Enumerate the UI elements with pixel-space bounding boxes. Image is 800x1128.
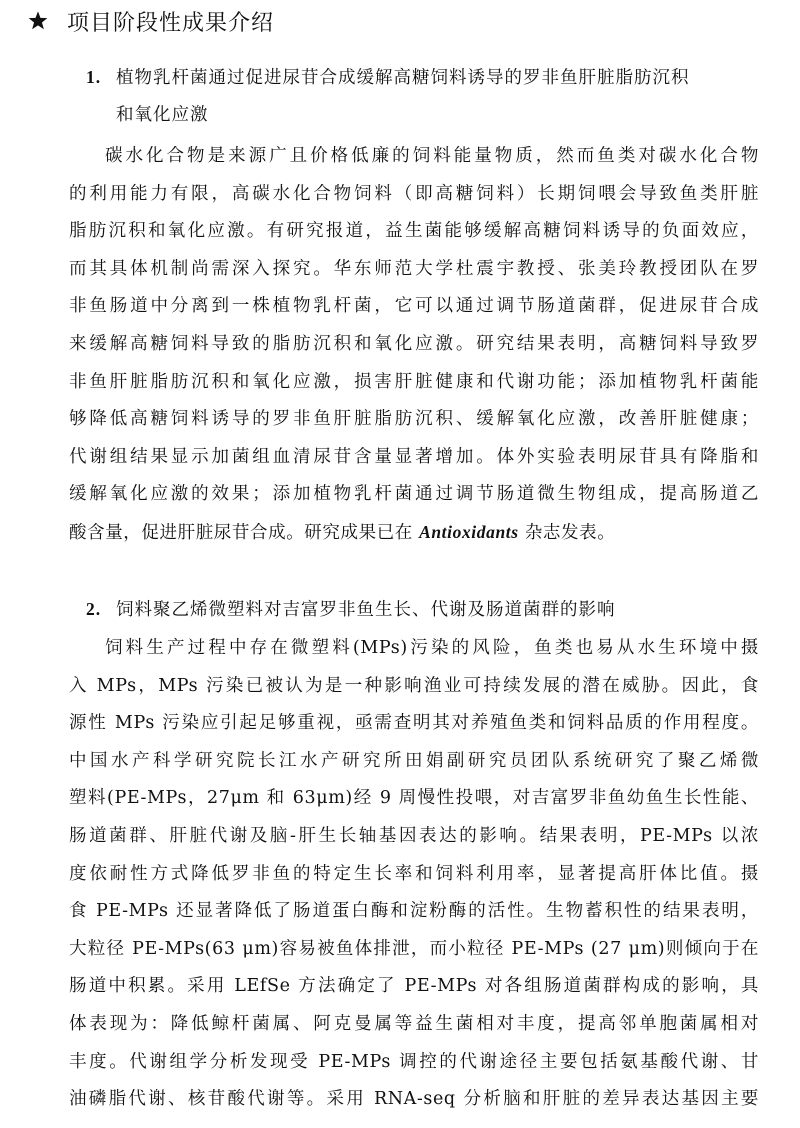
item-2-number: 2. — [86, 599, 102, 619]
last-line-text-end: 杂志发表。 — [518, 522, 616, 543]
paragraph-line: 脂肪沉积和氧化应激。有研究报道，益生菌能够缓解高糖饲料诱导的负面效应， — [69, 221, 759, 242]
section-title-row — [27, 4, 274, 38]
paragraph-line: 来缓解高糖饲料导致的脂肪沉积和氧化应激。研究结果表明，高糖饲料导致罗 — [69, 333, 759, 354]
paragraph-line: 饲料生产过程中存在微塑料(MPs)污染的风险，鱼类也易从水生环境中摄 — [105, 638, 759, 658]
paragraph-line: 肠道菌群、肝脏代谢及脑-肝生长轴基因表达的影响。结果表明，PE-MPs 以浓 — [69, 825, 759, 846]
item-2-heading-line-1: 饲料聚乙烯微塑料对吉富罗非鱼生长、代谢及肠道菌群的影响 — [116, 600, 616, 620]
paragraph-line: 丰度。代谢组学分析发现受 PE-MPs 调控的代谢途径主要包括氨基酸代谢、甘 — [69, 1051, 759, 1072]
paragraph-line: 肠道中积累。采用 LEfSe 方法确定了 PE-MPs 对各组肠道菌群构成的影响，具 — [69, 976, 759, 997]
paragraph-line: 缓解氧化应激的效果；添加植物乳杆菌通过调节肠道微生物组成，提高肠道乙 — [69, 484, 759, 505]
paragraph-line: 体表现为：降低鲸杆菌属、阿克曼属等益生菌相对丰度，提高邻单胞菌属相对 — [69, 1013, 759, 1034]
paragraph-line: 源性 MPs 污染应引起足够重视，亟需查明其对养殖鱼类和饲料品质的作用程度。 — [69, 713, 759, 734]
paragraph-line: 食 PE-MPs 还显著降低了肠道蛋白酶和淀粉酶的活性。生物蓄积性的结果表明， — [69, 901, 759, 922]
section-title: 项目阶段性成果介绍 — [67, 10, 275, 36]
paragraph-line: 碳水化合物是来源广且价格低廉的饲料能量物质，然而鱼类对碳水化合物 — [105, 146, 759, 166]
paragraph-line: 大粒径 PE-MPs(63 μm)容易被鱼体排泄，而小粒径 PE-MPs (27 μm)则倾向于在 — [69, 938, 759, 959]
item-1-heading-line-1: 植物乳杆菌通过促进尿苷合成缓解高糖饲料诱导的罗非鱼肝脏脂肪沉积 — [116, 68, 690, 88]
paragraph-last-line — [69, 514, 759, 553]
item-1-heading-line-2: 和氧化应激 — [116, 105, 209, 125]
item-2-paragraph — [69, 630, 759, 1119]
journal-name: Antioxidants — [419, 521, 519, 542]
paragraph-line: 塑料(PE-MPs，27μm 和 63μm)经 9 周慢性投喂，对吉富罗非鱼幼鱼生长性能、 — [69, 788, 759, 809]
paragraph-line: 入 MPs，MPs 污染已被认为是一种影响渔业可持续发展的潜在威胁。因此，食 — [69, 675, 759, 696]
last-line-text: 酸含量，促进肝脏尿苷合成。研究成果已在 — [69, 522, 420, 543]
star-icon — [27, 10, 49, 32]
item-2-heading — [86, 591, 766, 629]
item-1-paragraph — [69, 138, 759, 553]
paragraph-line: 中国水产科学研究院长江水产研究所田娟副研究员团队系统研究了聚乙烯微 — [69, 750, 759, 771]
paragraph-line: 度依耐性方式降低罗非鱼的特定生长率和饲料利用率，显著提高肝体比值。摄 — [69, 863, 759, 884]
paragraph-line: 油磷脂代谢、核苷酸代谢等。采用 RNA-seq 分析脑和肝脏的差异表达基因主要 — [69, 1089, 759, 1110]
paragraph-line: 的利用能力有限，高碳水化合物饲料（即高糖饲料）长期饲喂会导致鱼类肝脏 — [69, 183, 759, 204]
paragraph-line: 代谢组结果显示加菌组血清尿苷含量显著增加。体外实验表明尿苷具有降脂和 — [69, 446, 759, 467]
item-1-heading — [86, 59, 766, 134]
paragraph-line: 非鱼肝脏脂肪沉积和氧化应激，损害肝脏健康和代谢功能；添加植物乳杆菌能 — [69, 371, 759, 392]
paragraph-line: 非鱼肠道中分离到一株植物乳杆菌，它可以通过调节肠道菌群，促进尿苷合成 — [69, 296, 759, 317]
paragraph-line: 够降低高糖饲料诱导的罗非鱼肝脏脂肪沉积、缓解氧化应激，改善肝脏健康； — [69, 409, 759, 430]
item-1-number: 1. — [86, 67, 102, 87]
paragraph-line: 而其具体机制尚需深入探究。华东师范大学杜震宇教授、张美玲教授团队在罗 — [69, 258, 759, 279]
